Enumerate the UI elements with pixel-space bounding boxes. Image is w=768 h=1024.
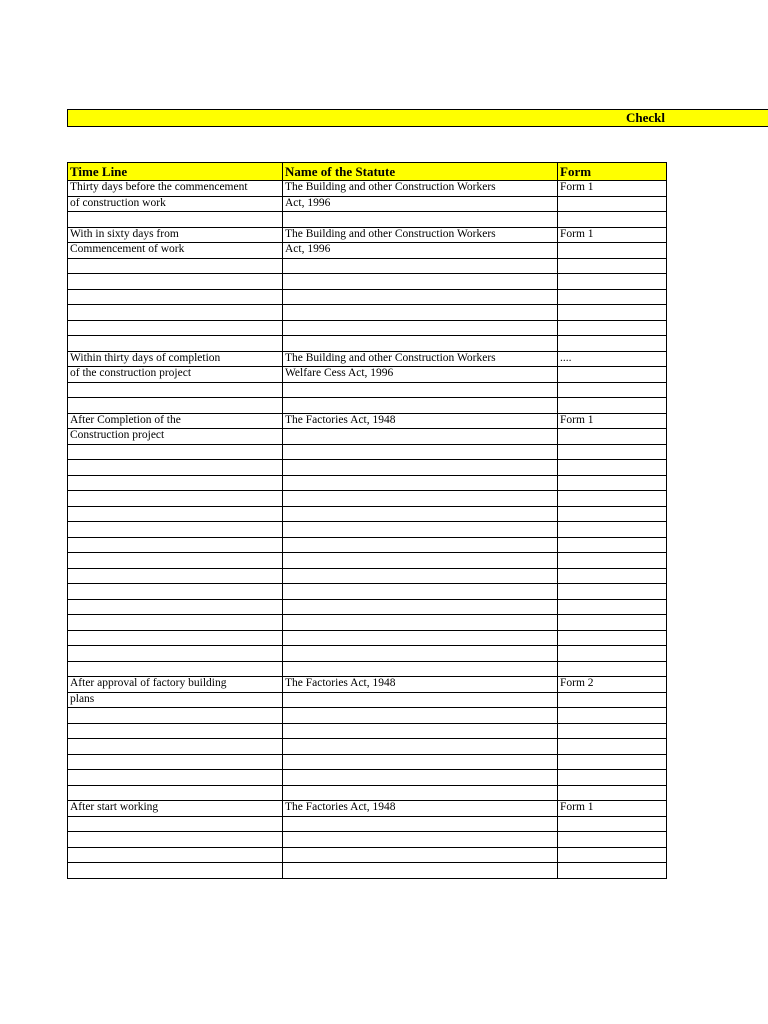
table-row (68, 801, 667, 817)
table-row (68, 460, 667, 476)
cell-form (558, 212, 667, 228)
cell-form (558, 289, 667, 305)
table-row (68, 320, 667, 336)
cell-form (558, 429, 667, 445)
cell-statute (283, 212, 558, 228)
table-row (68, 584, 667, 600)
cell-form: Form 1 (558, 413, 667, 429)
table-row (68, 646, 667, 662)
cell-statute (283, 599, 558, 615)
table-row (68, 398, 667, 414)
cell-time-line: plans (68, 692, 283, 708)
cell-form (558, 692, 667, 708)
cell-time-line: Construction project (68, 429, 283, 445)
cell-time-line (68, 491, 283, 507)
cell-statute (283, 475, 558, 491)
cell-statute (283, 522, 558, 538)
cell-form: .... (558, 351, 667, 367)
cell-time-line (68, 816, 283, 832)
checklist-table (67, 162, 667, 879)
cell-statute (283, 460, 558, 476)
cell-form (558, 367, 667, 383)
cell-time-line: After start working (68, 801, 283, 817)
table-row (68, 615, 667, 631)
cell-form (558, 506, 667, 522)
cell-form (558, 305, 667, 321)
cell-time-line (68, 553, 283, 569)
table-row (68, 181, 667, 197)
cell-statute: Act, 1996 (283, 196, 558, 212)
table-row (68, 196, 667, 212)
cell-statute (283, 568, 558, 584)
table-row (68, 289, 667, 305)
cell-statute (283, 274, 558, 290)
cell-statute (283, 305, 558, 321)
cell-time-line (68, 274, 283, 290)
table-row (68, 429, 667, 445)
cell-form: Form 1 (558, 801, 667, 817)
cell-form: Form 1 (558, 227, 667, 243)
table-row (68, 739, 667, 755)
table-row (68, 491, 667, 507)
header-statute: Name of the Statute (283, 163, 558, 181)
cell-time-line (68, 336, 283, 352)
cell-form (558, 630, 667, 646)
cell-form: Form 1 (558, 181, 667, 197)
cell-time-line (68, 522, 283, 538)
cell-time-line: of the construction project (68, 367, 283, 383)
table-row (68, 537, 667, 553)
cell-statute (283, 429, 558, 445)
header-time-line: Time Line (68, 163, 283, 181)
cell-time-line (68, 444, 283, 460)
table-row (68, 444, 667, 460)
cell-form (558, 537, 667, 553)
cell-statute (283, 661, 558, 677)
cell-time-line (68, 320, 283, 336)
table-row (68, 413, 667, 429)
header-form: Form (558, 163, 667, 181)
cell-statute (283, 320, 558, 336)
table-row (68, 227, 667, 243)
cell-form (558, 553, 667, 569)
table-row (68, 785, 667, 801)
cell-form (558, 661, 667, 677)
table-row (68, 847, 667, 863)
cell-form (558, 708, 667, 724)
cell-form (558, 491, 667, 507)
cell-time-line: With in sixty days from (68, 227, 283, 243)
cell-time-line (68, 599, 283, 615)
cell-form (558, 770, 667, 786)
cell-statute: The Building and other Construction Workers (283, 181, 558, 197)
cell-statute (283, 289, 558, 305)
cell-statute (283, 816, 558, 832)
cell-statute: The Building and other Construction Workers (283, 227, 558, 243)
table-row (68, 832, 667, 848)
cell-time-line (68, 723, 283, 739)
cell-form (558, 584, 667, 600)
table-row (68, 692, 667, 708)
cell-time-line (68, 289, 283, 305)
cell-time-line (68, 584, 283, 600)
cell-statute: The Building and other Construction Workers (283, 351, 558, 367)
table-row (68, 274, 667, 290)
cell-time-line (68, 646, 283, 662)
cell-time-line: After approval of factory building (68, 677, 283, 693)
cell-time-line: Within thirty days of completion (68, 351, 283, 367)
table-row (68, 475, 667, 491)
cell-statute (283, 646, 558, 662)
cell-form (558, 522, 667, 538)
cell-statute (283, 382, 558, 398)
cell-statute (283, 630, 558, 646)
cell-time-line: After Completion of the (68, 413, 283, 429)
cell-time-line (68, 708, 283, 724)
cell-statute (283, 832, 558, 848)
cell-form (558, 568, 667, 584)
table-row (68, 754, 667, 770)
cell-form (558, 382, 667, 398)
cell-time-line (68, 305, 283, 321)
cell-form (558, 646, 667, 662)
table-row (68, 863, 667, 879)
cell-statute (283, 785, 558, 801)
header-row (68, 163, 667, 181)
cell-statute: The Factories Act, 1948 (283, 801, 558, 817)
cell-form (558, 723, 667, 739)
table-row (68, 351, 667, 367)
cell-statute (283, 847, 558, 863)
table-row (68, 367, 667, 383)
cell-statute (283, 739, 558, 755)
cell-statute (283, 754, 558, 770)
cell-statute: Act, 1996 (283, 243, 558, 259)
cell-time-line (68, 770, 283, 786)
cell-form (558, 336, 667, 352)
cell-time-line (68, 847, 283, 863)
cell-form (558, 258, 667, 274)
cell-form (558, 863, 667, 879)
cell-statute (283, 584, 558, 600)
cell-form (558, 599, 667, 615)
cell-time-line (68, 460, 283, 476)
table-row (68, 506, 667, 522)
table-row (68, 816, 667, 832)
table-row (68, 382, 667, 398)
cell-time-line: Commencement of work (68, 243, 283, 259)
cell-time-line (68, 785, 283, 801)
table-row (68, 661, 667, 677)
cell-statute (283, 708, 558, 724)
table-row (68, 770, 667, 786)
cell-statute (283, 506, 558, 522)
cell-form (558, 274, 667, 290)
table-row (68, 258, 667, 274)
cell-statute (283, 537, 558, 553)
table-row (68, 599, 667, 615)
cell-statute (283, 258, 558, 274)
cell-statute (283, 491, 558, 507)
cell-statute (283, 444, 558, 460)
cell-statute (283, 770, 558, 786)
cell-statute (283, 553, 558, 569)
cell-form (558, 816, 667, 832)
cell-statute (283, 692, 558, 708)
cell-form (558, 475, 667, 491)
cell-statute (283, 723, 558, 739)
table-row (68, 522, 667, 538)
cell-time-line (68, 832, 283, 848)
table-row (68, 305, 667, 321)
cell-form (558, 615, 667, 631)
table-body (68, 181, 667, 879)
cell-time-line (68, 398, 283, 414)
cell-form (558, 832, 667, 848)
cell-statute (283, 863, 558, 879)
cell-statute (283, 398, 558, 414)
cell-time-line (68, 258, 283, 274)
cell-time-line (68, 212, 283, 228)
page-title: Checkl (626, 110, 665, 125)
cell-form (558, 460, 667, 476)
cell-form (558, 398, 667, 414)
cell-time-line (68, 615, 283, 631)
cell-time-line: of construction work (68, 196, 283, 212)
cell-statute: Welfare Cess Act, 1996 (283, 367, 558, 383)
cell-time-line (68, 568, 283, 584)
cell-form (558, 785, 667, 801)
table-row (68, 212, 667, 228)
table-row (68, 630, 667, 646)
cell-form (558, 320, 667, 336)
cell-time-line (68, 537, 283, 553)
table-row (68, 243, 667, 259)
table-row (68, 553, 667, 569)
cell-time-line: Thirty days before the commencement (68, 181, 283, 197)
cell-form (558, 196, 667, 212)
cell-time-line (68, 630, 283, 646)
cell-time-line (68, 739, 283, 755)
cell-form (558, 444, 667, 460)
table-row (68, 677, 667, 693)
cell-form: Form 2 (558, 677, 667, 693)
cell-form (558, 243, 667, 259)
table-row (68, 568, 667, 584)
cell-time-line (68, 863, 283, 879)
cell-time-line (68, 506, 283, 522)
table-row (68, 336, 667, 352)
table-row (68, 723, 667, 739)
cell-statute (283, 615, 558, 631)
cell-statute: The Factories Act, 1948 (283, 413, 558, 429)
cell-form (558, 754, 667, 770)
cell-time-line (68, 382, 283, 398)
cell-time-line (68, 475, 283, 491)
cell-form (558, 847, 667, 863)
cell-statute (283, 336, 558, 352)
cell-time-line (68, 661, 283, 677)
cell-time-line (68, 754, 283, 770)
table-row (68, 708, 667, 724)
cell-form (558, 739, 667, 755)
cell-statute: The Factories Act, 1948 (283, 677, 558, 693)
